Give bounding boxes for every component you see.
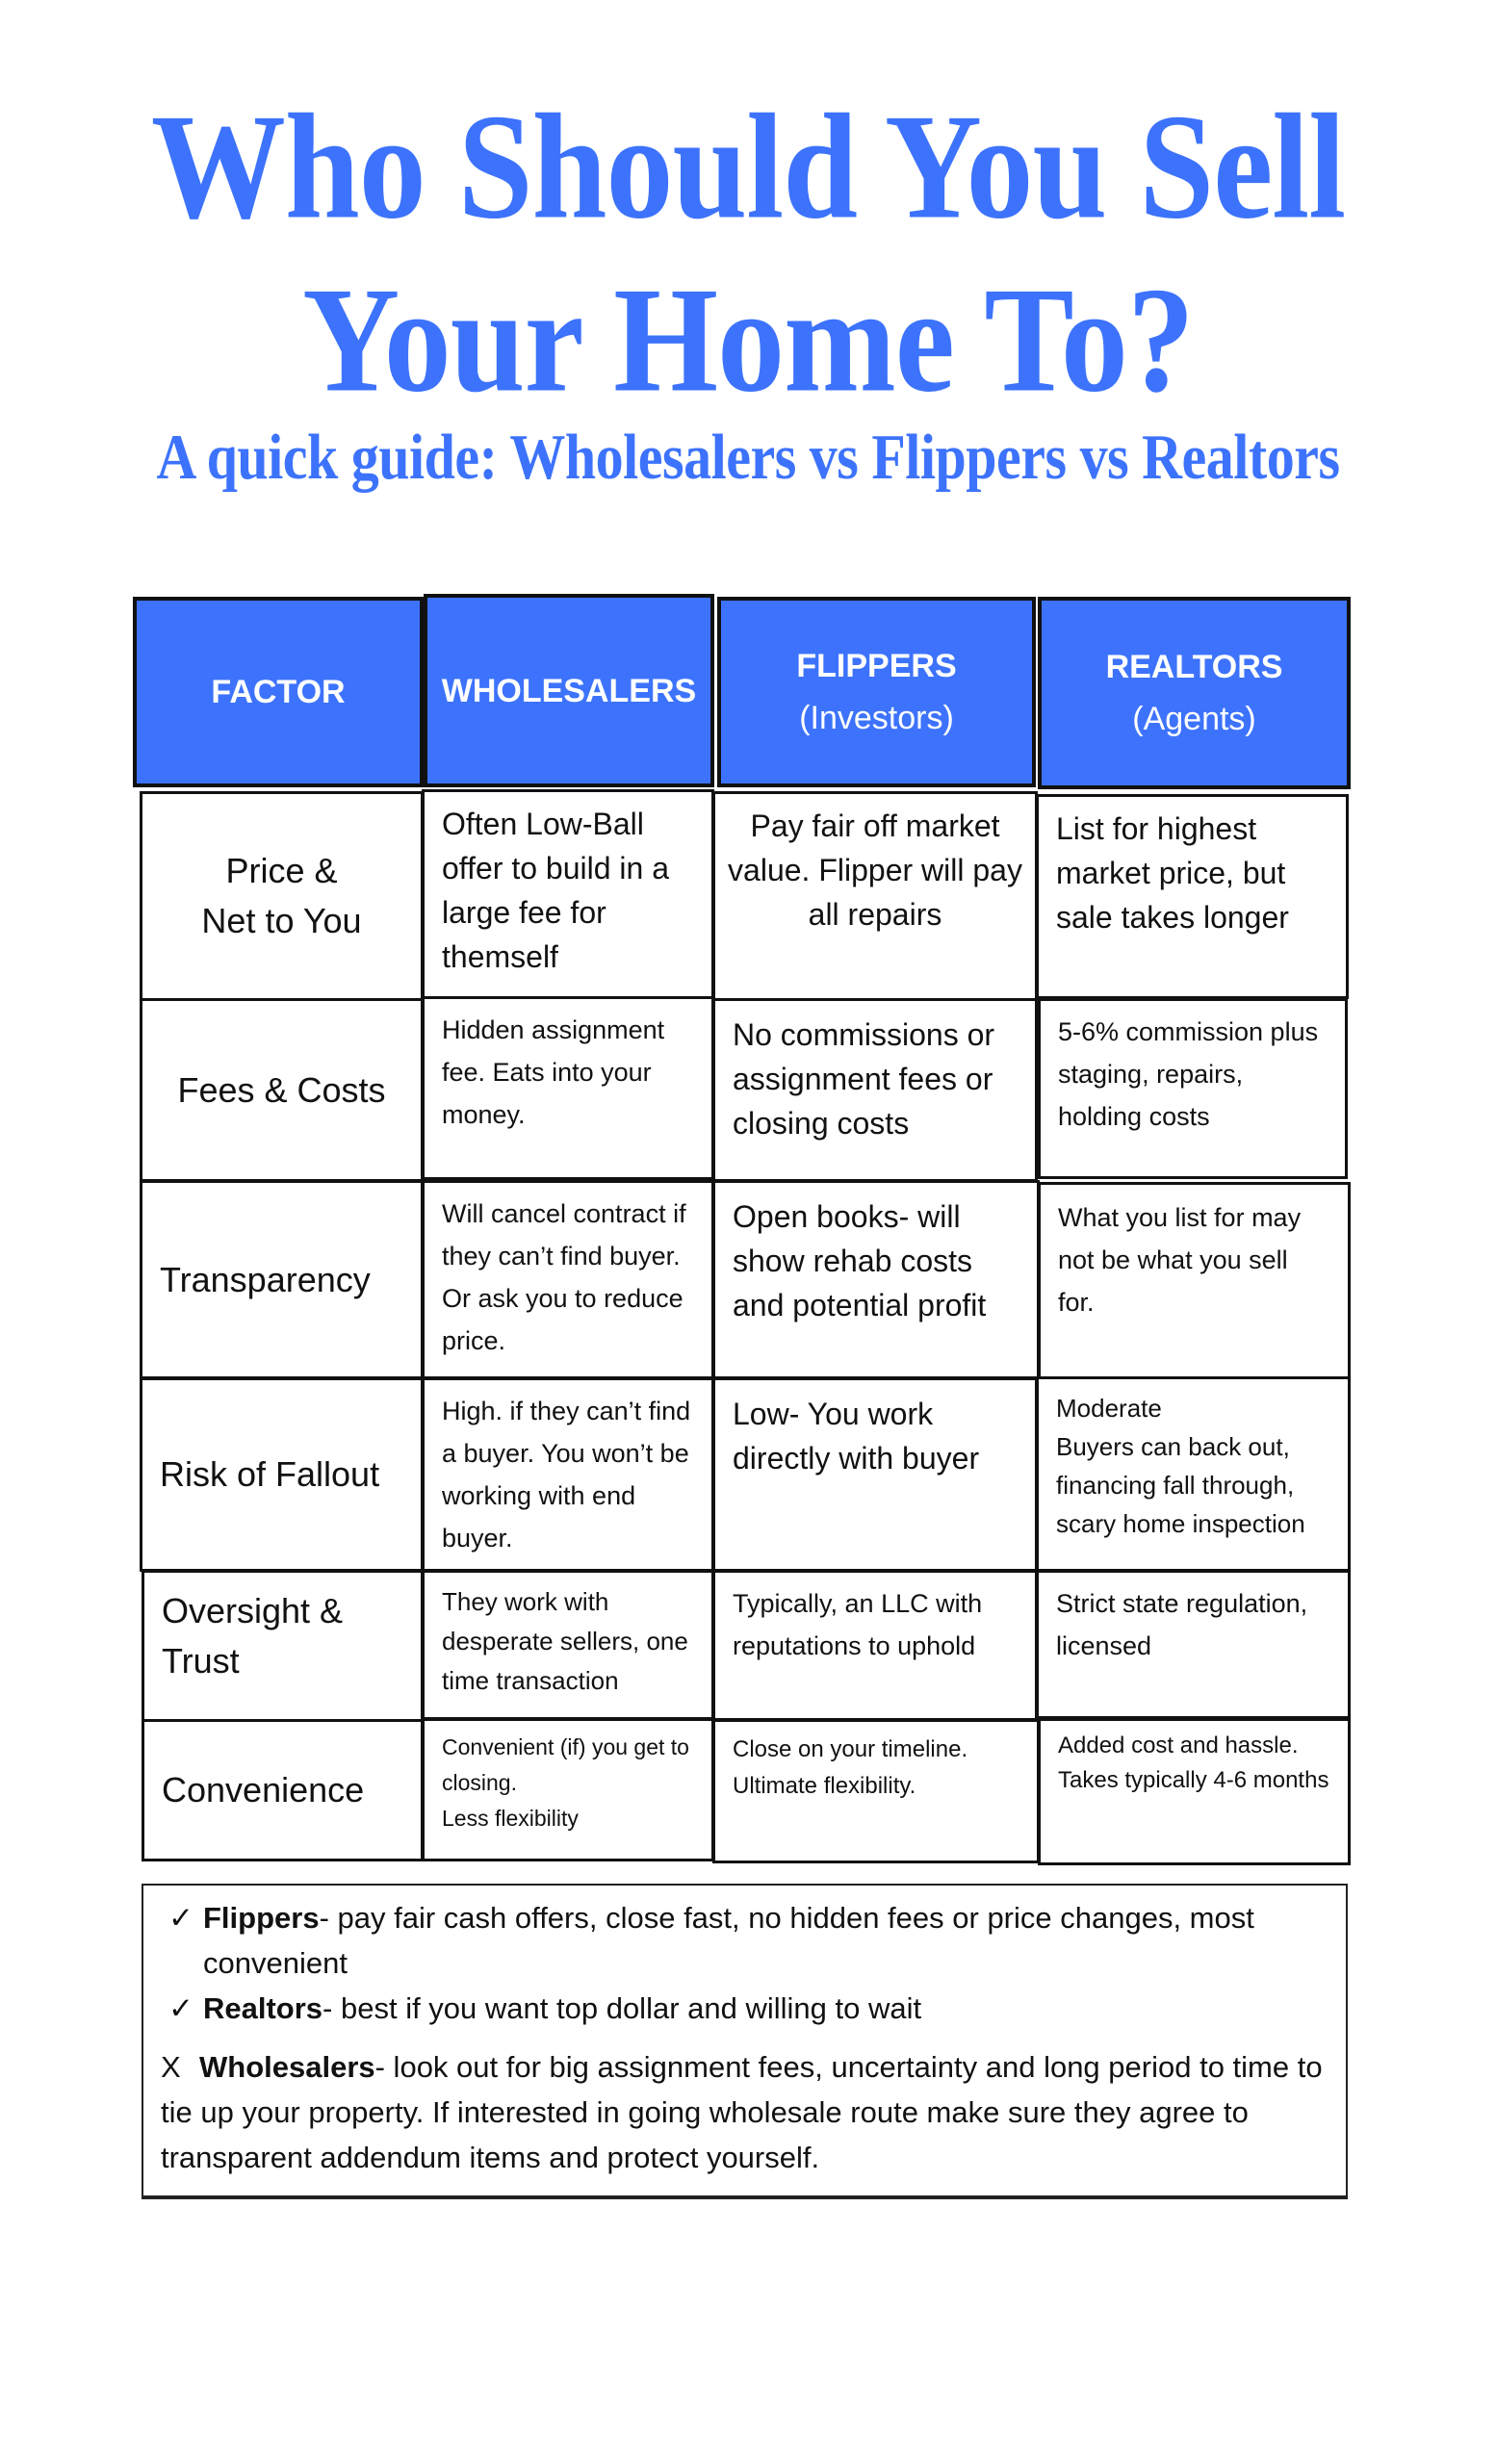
- table-row-factor: Fees & Costs: [140, 998, 424, 1182]
- checkmark-icon: ✓: [168, 1901, 193, 1935]
- column-header-sublabel: (Agents): [1132, 701, 1256, 737]
- column-header-factor: [133, 597, 424, 787]
- column-header-label: FLIPPERS: [796, 648, 957, 684]
- summary-text: - best if you want top dollar and willing to wait: [322, 1991, 922, 2025]
- table-cell-wholesalers: They work with desperate sellers, one time transaction: [422, 1570, 714, 1721]
- page-title-line-1: Who Should You Sell: [150, 83, 1346, 251]
- column-header-label: FACTOR: [211, 674, 346, 710]
- table-cell-wholesalers: Convenient (if) you get to closing. Less flexibility: [422, 1717, 714, 1861]
- column-header-realtors: [1038, 597, 1351, 789]
- summary-box: [142, 1884, 1348, 2199]
- column-header-label: REALTORS: [1105, 649, 1283, 685]
- x-mark-icon: X: [161, 2050, 181, 2084]
- table-cell-realtors: What you list for may not be what you sell for.: [1038, 1182, 1351, 1379]
- table-cell-wholesalers: Hidden assignment fee. Eats into your money.: [422, 996, 714, 1180]
- summary-item-flippers: [168, 1895, 1328, 1986]
- table-cell-realtors: Strict state regulation, licensed: [1036, 1570, 1351, 1721]
- summary-item-realtors: [168, 1986, 1328, 2031]
- table-cell-flippers: Low- You work directly with buyer: [712, 1377, 1038, 1572]
- table-row-factor: Price & Net to You: [140, 791, 424, 1001]
- summary-label: Realtors: [203, 1991, 323, 2025]
- table-cell-flippers: Typically, an LLC with reputations to uphold: [712, 1570, 1038, 1721]
- table-cell-wholesalers: High. if they can’t find a buyer. You won’t be working with end buyer.: [422, 1377, 714, 1572]
- column-header-sublabel: (Investors): [799, 700, 954, 736]
- summary-item-wholesalers: [161, 2044, 1328, 2180]
- table-row-factor: Risk of Fallout: [140, 1377, 424, 1572]
- table-cell-wholesalers: Will cancel contract if they can’t find buyer. Or ask you to reduce price.: [422, 1180, 714, 1379]
- column-header-wholesalers: [424, 594, 714, 787]
- table-row-factor: Oversight & Trust: [142, 1570, 424, 1722]
- column-header-flippers: [717, 597, 1036, 787]
- table-row-factor: Transparency: [140, 1180, 424, 1379]
- table-cell-realtors: 5-6% commission plus staging, repairs, holding costs: [1038, 998, 1348, 1179]
- table-cell-flippers: No commissions or assignment fees or closing costs: [712, 998, 1038, 1182]
- table-row-factor: Convenience: [142, 1719, 424, 1861]
- table-cell-realtors: Added cost and hassle. Takes typically 4-6 months: [1038, 1716, 1351, 1865]
- table-cell-flippers: Open books- will show rehab costs and potential profit: [712, 1180, 1040, 1379]
- summary-label: Flippers: [203, 1901, 320, 1935]
- column-header-label: WHOLESALERS: [441, 672, 697, 709]
- table-cell-realtors: Moderate Buyers can back out, financing fall through, scary home inspection: [1036, 1376, 1351, 1572]
- table-cell-flippers: Pay fair off market value. Flipper will pay all repairs: [712, 791, 1038, 1001]
- summary-text: - pay fair cash offers, close fast, no hidden fees or price changes, most convenient: [203, 1901, 1254, 1980]
- table-cell-realtors: List for highest market price, but sale takes longer: [1036, 794, 1349, 999]
- page-title-line-2: Your Home To?: [302, 256, 1194, 424]
- table-cell-wholesalers: Often Low-Ball offer to build in a large fee for themself: [422, 789, 714, 999]
- table-cell-flippers: Close on your timeline. Ultimate flexibility.: [712, 1719, 1040, 1863]
- summary-label: Wholesalers: [199, 2050, 375, 2084]
- page-subtitle: A quick guide: Wholesalers vs Flippers vs Realtors: [156, 421, 1340, 493]
- summary-text: - look out for big assignment fees, uncertainty and long period to time to tie up your property. If interested in going wholesale route make sure they agree to transparent addendum items and protect yourself.: [161, 2050, 1323, 2174]
- checkmark-icon: ✓: [168, 1991, 193, 2025]
